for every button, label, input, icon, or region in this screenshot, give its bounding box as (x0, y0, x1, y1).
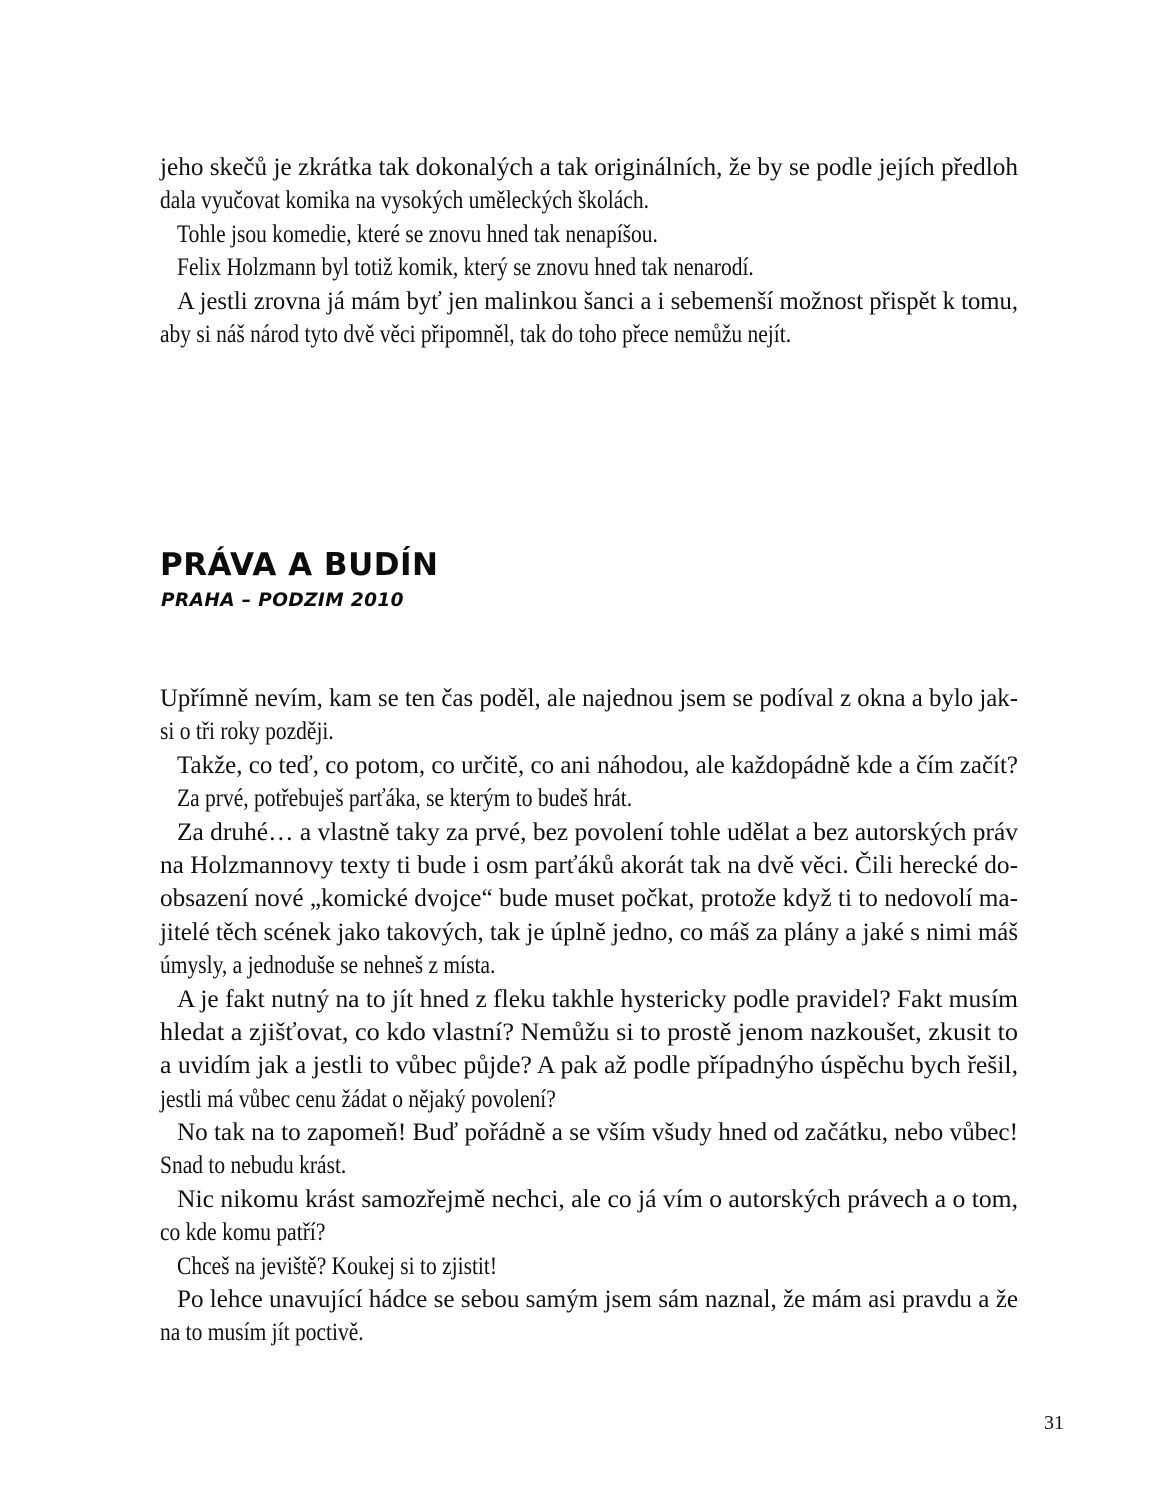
line-text: Felix Holzmann byl totiž komik, který se znovu hned tak nenarodí. (177, 254, 754, 282)
line-text: obsazení nové „komické dvojce“ bude muset počkat, protože když ti to nedovolí ma- (160, 885, 1019, 913)
line-text: A jestli zrovna já mám byť jen malinkou šanci a i sebemenší možnost přispět k tomu, (177, 287, 1018, 315)
line-text: Snad to nebudu krást. (160, 1152, 347, 1180)
page-number: 31 (1044, 1412, 1064, 1434)
text-line (160, 285, 1018, 318)
chapter-body (160, 682, 1018, 1350)
text-line (160, 318, 1018, 351)
text-line (160, 749, 1018, 782)
line-text: a uvidím jak a jestli to vůbec půjde? A pak až podle případnýho úspěchu bych řešil, (160, 1052, 1019, 1080)
line-text: Tohle jsou komedie, které se znovu hned tak nenapíšou. (177, 220, 658, 248)
line-text: Po lehce unavující hádce se sebou samým jsem sám naznal, že mám asi pravdu a že (177, 1286, 1019, 1314)
text-line (160, 816, 1018, 849)
text-line (160, 1216, 1018, 1249)
line-text: Upřímně nevím, kam se ten čas poděl, ale najednou jsem se podíval z okna a bylo jak- (160, 685, 1018, 712)
text-line (160, 1183, 1018, 1216)
text-line (160, 682, 1018, 715)
line-text: Za druhé… a vlastně taky za prvé, bez povolení tohle udělat a bez autorských práv (177, 818, 1018, 846)
line-text: No tak na to zapomeň! Buď pořádně a se vším všudy hned od začátku, nebo vůbec! (177, 1119, 1018, 1147)
line-text: jeho skečů je zkrátka tak dokonalých a tak originálních, že by se podle jejích předloh (160, 154, 1018, 181)
text-line (160, 1316, 1018, 1349)
text-line (160, 1116, 1018, 1149)
text-line (160, 916, 1018, 949)
chapter-title: PRÁVA A BUDÍN (160, 547, 439, 583)
line-text: na Holzmannovy texty ti bude i osm parťáků akorát tak na dvě věci. Čili herecké do- (160, 851, 1018, 879)
text-line (160, 715, 1018, 748)
chapter-subtitle: PRAHA – PODZIM 2010 (161, 590, 404, 611)
line-text: co kde komu patří? (160, 1219, 326, 1247)
line-text: Za prvé, potřebuješ parťáka, se kterým to budeš hrát. (177, 785, 633, 813)
line-text: Nic nikomu krást samozřejmě nechci, ale co já vím o autorských právech a o tom, (177, 1185, 1019, 1213)
text-line (160, 949, 1018, 982)
text-line (160, 184, 1018, 217)
text-line (160, 1016, 1018, 1049)
line-text: Chceš na jeviště? Koukej si to zjistit! (177, 1252, 498, 1280)
line-text: A je fakt nutný na to jít hned z fleku takhle hystericky podle pravidel? Fakt musím (177, 985, 1018, 1013)
text-line (160, 1149, 1018, 1182)
text-line (160, 218, 1018, 251)
line-text: úmysly, a jednoduše se nehneš z místa. (160, 952, 496, 980)
line-text: jitelé těch scének jako takových, tak je úplně jedno, co máš za plány a jaké s nimi máš (160, 918, 1018, 946)
line-text: hledat a zjišťovat, co kdo vlastní? Nemůžu si to prostě jenom nazkoušet, zkusit to (160, 1018, 1018, 1046)
line-text: dala vyučovat komika na vysokých uměleckých školách. (160, 187, 649, 215)
line-text: Takže, co teď, co potom, co určitě, co ani náhodou, ale každopádně kde a čím začít? (177, 751, 1018, 779)
text-line (160, 983, 1018, 1016)
text-line (160, 251, 1018, 284)
text-line (160, 151, 1018, 184)
line-text: aby si náš národ tyto dvě věci připomněl, tak do toho přece nemůžu nejít. (160, 320, 792, 348)
text-line (160, 782, 1018, 815)
text-line (160, 849, 1018, 882)
text-line (160, 1083, 1018, 1116)
line-text: jestli má vůbec cenu žádat o nějaký povolení? (160, 1085, 556, 1113)
previous-chapter-ending (160, 151, 1018, 351)
line-text: na to musím jít poctivě. (160, 1319, 364, 1347)
text-line (160, 1283, 1018, 1316)
text-line (160, 1049, 1018, 1082)
line-text: si o tři roky později. (160, 718, 334, 746)
text-line (160, 1250, 1018, 1283)
text-line (160, 882, 1018, 915)
